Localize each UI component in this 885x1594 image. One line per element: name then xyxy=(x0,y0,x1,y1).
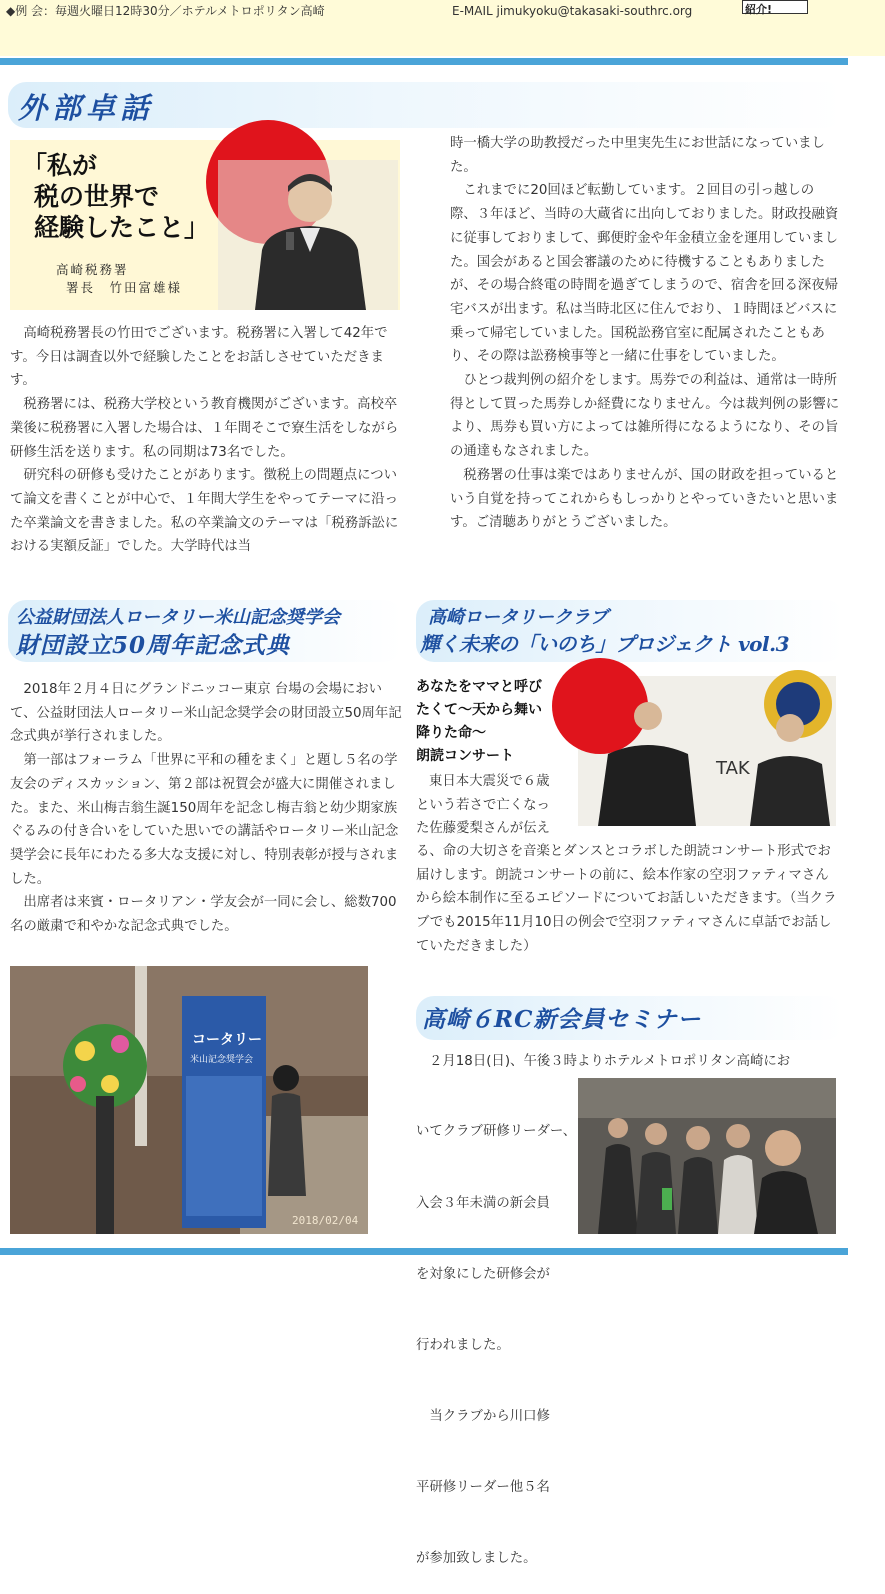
flower xyxy=(111,1035,129,1053)
qr-label: 紹介! xyxy=(745,3,773,16)
talk-left-column xyxy=(10,322,402,559)
concert-subtitle xyxy=(416,676,542,768)
speaker-org: 高崎税務署 xyxy=(56,262,129,277)
subtitle-line: たくて～天から舞い xyxy=(416,702,542,718)
subtitle-line: あなたをママと呼び xyxy=(416,679,542,695)
yoneyama-text xyxy=(10,678,402,939)
flower xyxy=(70,1076,86,1092)
section4-heading: 高崎６RC新会員セミナー xyxy=(422,1006,702,1033)
talk-paragraph: ひとつ裁判例の紹介をします。馬券での利益は、通常は一時所得として買った馬券しか経費になりません。今は裁判例の影響により、馬券も買い方によっては雑所得になるようになり、その旨の通達もなされました。 xyxy=(450,373,840,460)
concert-line: た佐藤愛梨さんが伝え xyxy=(416,821,550,837)
section3-heading-line2: 輝く未来の「いのち」プロジェクト vol.3 xyxy=(420,632,790,656)
talk-paragraph: 高崎税務署長の竹田でございます。税務署に入署して42年です。今日は調査以外で経験したことをお話しさせていただきます。 xyxy=(10,326,388,389)
talk-paragraph: 税務署の仕事は楽ではありませんが、国の財政を担っているという自覚を持ってこれからもしっかりとやっていきたいと思います。ご清聴ありがとうございました。 xyxy=(450,467,839,531)
attendee-head xyxy=(645,1123,667,1145)
concert-text-wide: る、命の大切さを音楽とダンスとコラボした朗読コンサート形式でお届けします。朗読コンサートの前に、絵本作家の空羽ファティマさんから絵本制作に至るエピソードについてお話しいただきます。（当クラブでも2015年11月10日の例会で空羽ファティマさんに卓話でお話していただきました） xyxy=(416,844,837,954)
man2-head xyxy=(776,714,804,742)
concert-text-narrow xyxy=(416,770,586,841)
seminar-line: を対象にした研修会が xyxy=(416,1266,550,1282)
section1-heading: 外部卓話 xyxy=(18,91,155,125)
attendee-head xyxy=(765,1130,801,1166)
ceremony-photo xyxy=(10,966,368,1234)
quote-line-2: 税の世界で xyxy=(34,182,160,211)
quote-line-3: 経験したこと」 xyxy=(34,213,210,242)
wall-sign: TAK xyxy=(716,758,750,779)
banner-subtitle: 米山記念奨学会 xyxy=(190,1055,254,1065)
attendee-head xyxy=(686,1126,710,1150)
man2-suit xyxy=(750,756,830,826)
attendee-suit xyxy=(718,1155,758,1234)
woman-figure xyxy=(268,1093,306,1196)
flower-arrangement xyxy=(63,1024,147,1108)
water-bottle xyxy=(662,1188,672,1210)
flower-stand xyxy=(96,1096,114,1234)
yoneyama-paragraph: 第一部はフォーラム「世界に平和の種をまく」と題し５名の学友会のディスカッション、第２部は祝賀会が盛大に開催されました。また、米山梅吉翁生誕150周年を記念し梅吉翁と幼少期家族ぐるみの付き合いをしていた思いでの講話やロータリー米山記念奨学会に長年にわたる多大な支援に対し、特別表彰が授与されました。 xyxy=(10,753,399,887)
talk-quote xyxy=(22,150,209,243)
speaker-name: 署長 竹田富雄様 xyxy=(66,280,183,295)
seminar-text-top xyxy=(416,1050,844,1074)
section3-heading-line1: 高崎ロータリークラブ xyxy=(428,607,608,628)
flower xyxy=(101,1075,119,1093)
flower xyxy=(75,1041,95,1061)
man-head xyxy=(634,702,662,730)
yoneyama-paragraph: 2018年２月４日にグランドニッコー東京 台場の会場において、公益財団法人ロータリー米山記念奨学会の財団設立50周年記念式典が挙行されました。 xyxy=(10,682,402,745)
attendee-head xyxy=(726,1124,750,1148)
talk-paragraph: 時一橋大学の助教授だった中里実先生にお世話になっていました。 xyxy=(450,136,825,175)
seminar-line: が参加致しました。 xyxy=(416,1551,537,1567)
flag-circle xyxy=(552,658,648,754)
woman-head xyxy=(273,1065,299,1091)
subtitle-line: 降りた命～ xyxy=(416,725,486,741)
yoneyama-paragraph: 出席者は来賓・ロータリアン・学友会が一同に会し、総数700名の厳粛で和やかな記念式典でした。 xyxy=(10,895,397,935)
talk-paragraph: 研究科の研修も受けたことがあります。徴税上の問題点について論文を書くことが中心で、１年間大学生をやってテーマに沿った卒業論文を書きました。私の卒業論文のテーマは「税務訴訟における実額反証」でした。大学時代は当 xyxy=(10,468,399,555)
qr-code xyxy=(742,0,808,14)
seminar-line: 当クラブから川口修 xyxy=(416,1408,550,1424)
photo-date-stamp: 2018/02/04 xyxy=(292,1214,359,1227)
seminar-text-narrow xyxy=(416,1073,586,1594)
banner-faces xyxy=(186,1076,262,1216)
photo-wall xyxy=(578,1078,836,1118)
header-divider xyxy=(0,58,848,65)
banner-title: コータリー xyxy=(192,1032,262,1048)
seminar-photo xyxy=(578,1078,836,1234)
concert-photo xyxy=(578,676,836,826)
footer-divider xyxy=(0,1248,848,1255)
talk-paragraph: これまでに20回ほど転勤しています。２回目の引っ越しの際、３年ほど、当時の大蔵省に出向しておりました。財政投融資に従事しておりまして、郵便貯金や年金積立金を運用していました。国会があると国会審議のために待機することもありましたが、その場合終電の時間を過ぎてしまうので、宿舎を回る深夜帰宅バスが出ます。私は当時北区に住んでおり、１時間ほどバスに乗って帰宅していました。国税訟務官室に配属されたこともあり、その際は訟務検事等と一緒に仕事をしていました。 xyxy=(450,183,839,365)
email-info: E-MAIL jimukyoku@takasaki-southrc.org xyxy=(452,4,693,18)
talk-right-column xyxy=(450,132,840,535)
microphone xyxy=(286,232,294,250)
section2-heading-line2: 財団設立50周年記念式典 xyxy=(16,632,291,659)
subtitle-line: 朗読コンサート xyxy=(416,748,514,764)
section2-heading-line1: 公益財団法人ロータリー米山記念奨学会 xyxy=(16,607,340,628)
attendee-suit xyxy=(678,1157,718,1234)
talk-paragraph: 税務署には、税務大学校という教育機関がございます。高校卒業後に税務署に入署した場合は、１年間そこで寮生活をしながら研修生活を送ります。私の同期は73名でした。 xyxy=(10,397,399,460)
attendee-head xyxy=(608,1118,628,1138)
seminar-line: ２月18日(日)、午後３時よりホテルメトロポリタン高崎にお xyxy=(429,1054,791,1069)
seminar-line: 入会３年未満の新会員 xyxy=(416,1195,550,1211)
man-suit xyxy=(598,745,696,826)
concert-line: という若さで亡くなっ xyxy=(416,797,550,813)
seminar-line: いてクラブ研修リーダー、 xyxy=(416,1124,577,1140)
seminar-line: 平研修リーダー他５名 xyxy=(416,1479,550,1495)
meeting-info: ◆例 会：毎週火曜日12時30分／ホテルメトロポリタン高崎 xyxy=(6,4,325,18)
quote-line-1: 「私が xyxy=(22,151,98,180)
seminar-line: 行われました。 xyxy=(416,1337,510,1353)
concert-line: 東日本大震災で６歳 xyxy=(429,774,550,789)
